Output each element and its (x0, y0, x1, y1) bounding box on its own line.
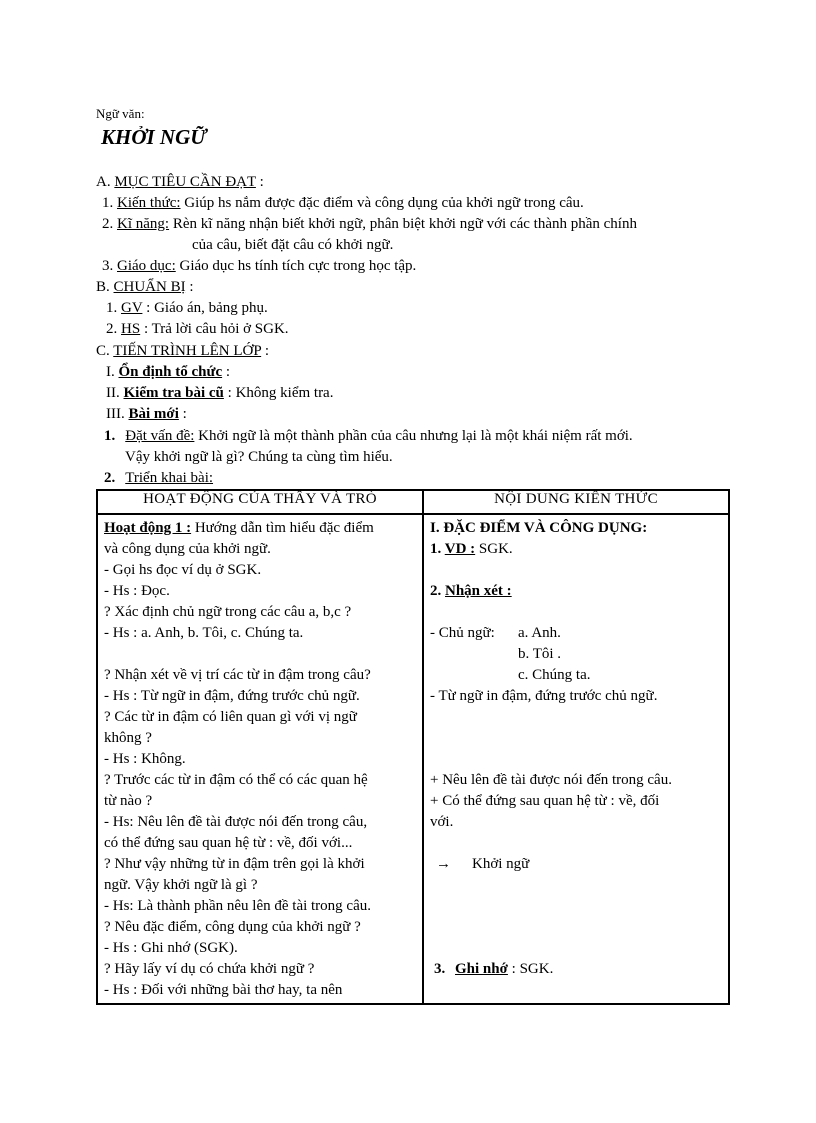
left-line: - Hs : Đọc. (104, 583, 170, 599)
item-key: Triển khai bài: (125, 470, 214, 486)
objective-knowledge (102, 193, 584, 213)
item-key: Ổn định tổ chức (118, 364, 223, 380)
item-key: Kĩ năng: (117, 216, 170, 232)
section-b-prefix: B. (96, 279, 114, 295)
item-key: Đặt vấn đề: (125, 428, 195, 444)
left-line: - Hs: Là thành phần nêu lên đề tài trong câu. (104, 898, 371, 914)
example-line (430, 539, 513, 559)
header-activities: HOẠT ĐỘNG CỦA THẦY VÀ TRÒ (97, 490, 423, 514)
section-a-suffix: : (255, 174, 264, 190)
section-b-heading (96, 277, 194, 297)
item-text: : (178, 406, 187, 422)
item-text: : Không kiểm tra. (223, 385, 334, 401)
step-stabilize (106, 362, 230, 382)
left-line: - Gọi hs đọc ví dụ ở SGK. (104, 562, 262, 578)
section-title: I. ĐẶC ĐIỂM VÀ CÔNG DỤNG: (430, 520, 648, 536)
item-text: : (222, 364, 231, 380)
section-c-prefix: C. (96, 343, 114, 359)
left-line: ngữ. Vậy khởi ngữ là gì ? (104, 877, 258, 893)
content-cell (423, 514, 729, 1004)
activities-cell (97, 514, 423, 1004)
observation-line (430, 581, 512, 601)
activity-1-heading (104, 518, 374, 538)
subject-label: Ngữ văn: (96, 106, 145, 121)
left-line: ? Hãy lấy ví dụ có chứa khởi ngữ ? (104, 961, 315, 977)
section-a-label: MỤC TIÊU CẦN ĐẠT (114, 174, 256, 190)
item-text: : Trả lời câu hỏi ở SGK. (140, 321, 289, 337)
left-line: có thể đứng sau quan hệ từ : về, đối với... (104, 835, 353, 851)
item-num: 1. (104, 428, 116, 444)
lesson-table (96, 489, 730, 1005)
section-c-suffix: : (261, 343, 270, 359)
left-line: - Hs: Nêu lên đề tài được nói đến trong câu, (104, 814, 368, 830)
summary-line (434, 959, 553, 979)
sub-introduction (104, 426, 633, 446)
summary-num: 3. (434, 961, 449, 977)
left-line: ? Nhận xét về vị trí các từ in đậm trong câu? (104, 667, 371, 683)
item-text: Giúp hs nắm được đặc điểm và công dụng của khởi ngữ trong câu. (180, 195, 584, 211)
left-line: - Hs : Từ ngữ in đậm, đứng trước chủ ngữ. (104, 688, 360, 704)
item-text: Khởi ngữ là một thành phần của câu nhưng lại là một khái niệm rất mới. (194, 428, 633, 444)
item-num: III. (106, 406, 129, 422)
sub-introduction-cont: Vậy khởi ngữ là gì? Chúng ta cùng tìm hiểu. (125, 449, 393, 465)
relation-note-cont: với. (430, 814, 454, 830)
example-key: VD : (444, 541, 476, 557)
item-num: I. (106, 364, 119, 380)
table-row (97, 514, 729, 1004)
subject-c: c. Chúng ta. (518, 667, 591, 683)
left-line: ? Như vậy những từ in đậm trên gọi là khởi (104, 856, 365, 872)
item-num: 2. (104, 470, 116, 486)
section-a-heading (96, 172, 264, 192)
item-key: Kiến thức: (117, 195, 181, 211)
item-num: II. (106, 385, 124, 401)
left-line: và công dụng của khởi ngữ. (104, 541, 271, 557)
sub-development (104, 468, 213, 488)
left-line: - Hs : Đối với những bài thơ hay, ta nên (104, 982, 343, 998)
objective-skill-cont: của câu, biết đặt câu có khởi ngữ. (192, 237, 394, 253)
item-num: 1. (102, 195, 117, 211)
term-label: Khởi ngữ (472, 856, 530, 872)
objective-skill (102, 214, 637, 234)
step-review (106, 383, 333, 403)
subject-b: b. Tôi . (518, 646, 562, 662)
table-header-row (97, 490, 729, 514)
subject-a: a. Anh. (518, 625, 561, 641)
observation-key: Nhận xét : (445, 583, 512, 599)
arrow-icon: → (436, 856, 451, 872)
step-new-lesson (106, 404, 187, 424)
subject-label-line: - Chủ ngữ: (430, 625, 495, 641)
item-text: : Giáo án, bảng phụ. (142, 300, 268, 316)
item-key: GV (121, 300, 143, 316)
relation-note: + Có thể đứng sau quan hệ từ : về, đối (430, 793, 660, 809)
observation-num: 2. (430, 583, 445, 599)
left-line: - Hs : Ghi nhớ (SGK). (104, 940, 238, 956)
item-text: Rèn kĩ năng nhận biết khởi ngữ, phân biệt khởi ngữ với các thành phần chính (169, 216, 637, 232)
example-num: 1. (430, 541, 445, 557)
item-num: 2. (102, 216, 117, 232)
item-key: Bài mới (128, 406, 179, 422)
section-a-prefix: A. (96, 174, 115, 190)
item-key: Giáo dục: (117, 258, 176, 274)
section-b-suffix: : (185, 279, 194, 295)
summary-text: : SGK. (507, 961, 554, 977)
section-c-label: TIẾN TRÌNH LÊN LỚP (113, 343, 262, 359)
left-line: - Hs : a. Anh, b. Tôi, c. Chúng ta. (104, 625, 304, 641)
item-text: Giáo dục hs tính tích cực trong học tập. (175, 258, 417, 274)
page-title: KHỞI NGỮ (101, 125, 207, 149)
item-key: HS (121, 321, 141, 337)
left-line: ? Trước các từ in đậm có thể có các quan hệ (104, 772, 368, 788)
item-key: Kiểm tra bài cũ (123, 385, 224, 401)
item-num: 1. (106, 300, 121, 316)
activity-1-key: Hoạt động 1 : (104, 520, 192, 536)
left-line: ? Các từ in đậm có liên quan gì với vị ngữ (104, 709, 357, 725)
prep-student (106, 319, 289, 339)
position-note: - Từ ngữ in đậm, đứng trước chủ ngữ. (430, 688, 658, 704)
section-b-label: CHUẨN BỊ (113, 279, 186, 295)
topic-note: + Nêu lên đề tài được nói đến trong câu. (430, 772, 672, 788)
prep-teacher (106, 298, 268, 318)
objective-education (102, 256, 416, 276)
section-c-heading (96, 341, 269, 361)
summary-key: Ghi nhớ (455, 961, 508, 977)
left-line: ? Xác định chủ ngữ trong các câu a, b,c ? (104, 604, 352, 620)
example-text: SGK. (475, 541, 513, 557)
left-line: từ nào ? (104, 793, 153, 809)
item-num: 3. (102, 258, 117, 274)
left-line: ? Nêu đặc điểm, công dụng của khởi ngữ ? (104, 919, 361, 935)
activity-1-text: Hướng dẫn tìm hiểu đặc điểm (191, 520, 374, 536)
header-content: NỘI DUNG KIẾN THỨC (423, 490, 729, 514)
left-line: - Hs : Không. (104, 751, 186, 767)
left-line: không ? (104, 730, 152, 746)
item-num: 2. (106, 321, 121, 337)
